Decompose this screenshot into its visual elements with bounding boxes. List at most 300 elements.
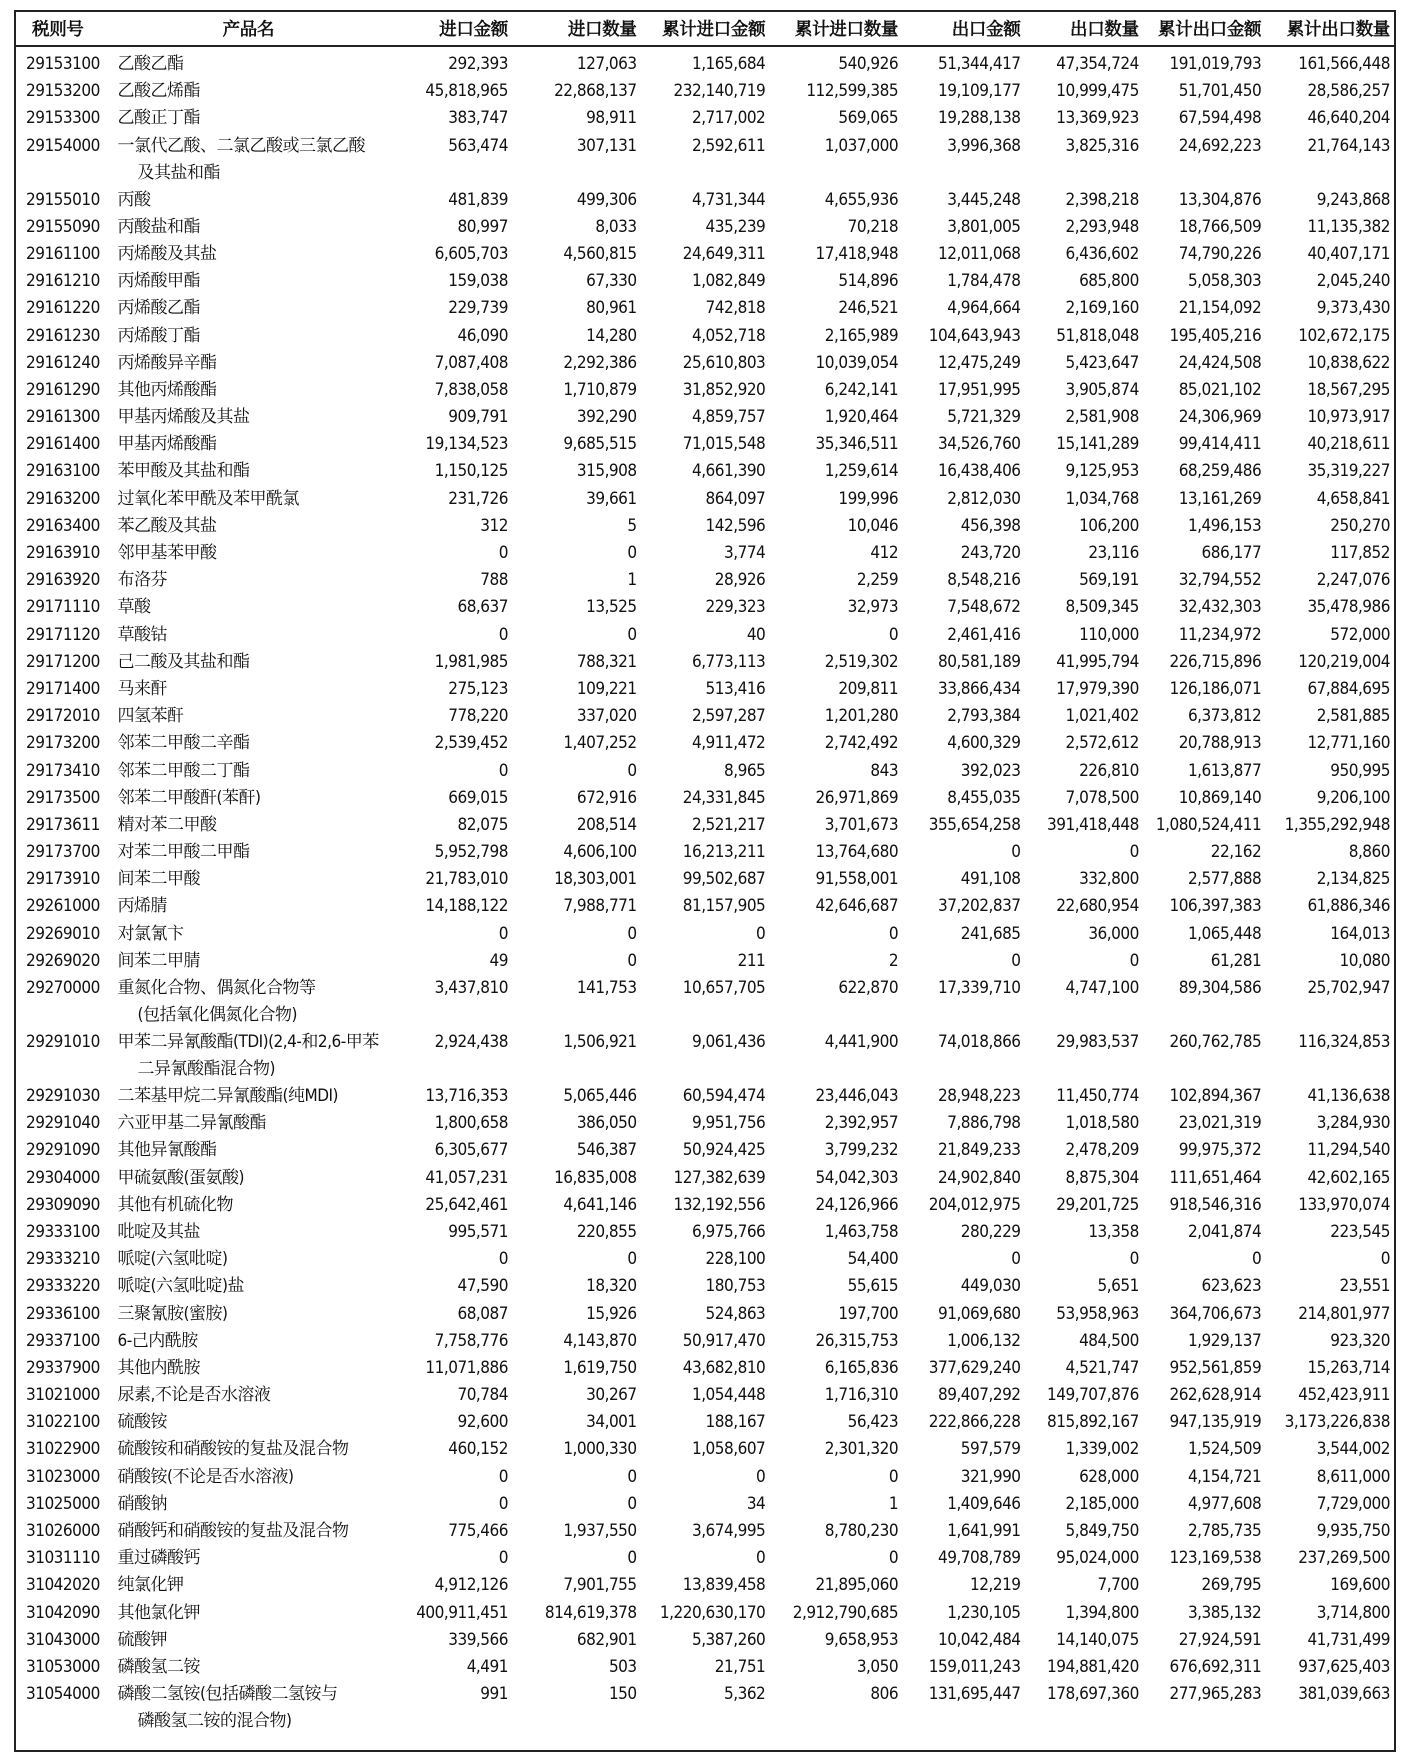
cell-cum-export-value: 23,021,319 [1178, 1113, 1262, 1134]
cell-cum-export-value: 2,785,735 [1187, 1521, 1262, 1541]
cell-product-name [114, 1165, 384, 1192]
cell-cum-import-qty: 1 [888, 1493, 899, 1514]
cell-export-qty: 106,200 [1079, 515, 1139, 536]
cell-cum-export-qty: 9,935,750 [1316, 1521, 1390, 1541]
cell-export-qty: 2,398,218 [1065, 189, 1139, 210]
cell-cum-import-value: 3,674,995 [691, 1521, 766, 1541]
cell-cum-import-value: 2,521,217 [691, 814, 766, 835]
cell-cum-export-value: 13,304,876 [1178, 189, 1262, 210]
cell-cum-export-value: 1,929,137 [1187, 1330, 1262, 1351]
product-name-line: 邻甲基苯甲酸 [117, 543, 217, 563]
cell-cum-export-value: 5,058,303 [1187, 271, 1262, 292]
cell-export-qty: 17,979,390 [1056, 678, 1139, 699]
cell-export-qty: 685,800 [1079, 271, 1139, 292]
cell-product-name [114, 105, 384, 132]
cell-export-qty: 194,881,420 [1047, 1656, 1139, 1677]
cell-cum-export-qty: 102,672,175 [1298, 325, 1390, 346]
table-row [16, 46, 1394, 78]
table-row [16, 676, 1394, 703]
cell-cum-export-qty: 23,551 [1339, 1276, 1390, 1297]
cell-code: 29161230 [26, 325, 100, 346]
cell-import-qty: 5 [627, 515, 637, 536]
cell-cum-export-value: 102,894,367 [1169, 1086, 1262, 1106]
product-name-line: 甲基丙烯酸及其盐 [117, 407, 250, 428]
table-row [16, 404, 1394, 431]
cell-export-value: 243,720 [960, 543, 1021, 563]
cell-import-qty: 80,961 [586, 298, 637, 319]
cell-import-qty: 1,407,252 [563, 733, 637, 754]
cell-export-qty: 23,116 [1088, 543, 1139, 563]
cell-cum-export-qty: 9,243,868 [1316, 189, 1390, 210]
cell-import-qty: 0 [627, 1548, 637, 1569]
cell-product-name [114, 866, 384, 893]
table-row [16, 1328, 1394, 1355]
cell-import-qty: 30,267 [586, 1385, 637, 1406]
cell-import-qty: 0 [627, 760, 637, 781]
cell-cum-export-qty: 7,729,000 [1316, 1493, 1390, 1514]
product-name-line: 哌啶(六氢吡啶)盐 [117, 1276, 244, 1297]
cell-cum-export-qty: 950,995 [1330, 760, 1390, 781]
cell-import-qty: 682,901 [576, 1629, 637, 1650]
cell-cum-export-value: 68,259,486 [1178, 461, 1262, 482]
product-name-continuation: 二异氰酸酯混合物) [137, 1059, 275, 1079]
product-name-line: 过氧化苯甲酰及苯甲酰氯 [117, 488, 300, 509]
cell-export-value: 12,475,249 [937, 352, 1021, 373]
product-name-line: 邻苯二甲酸二丁酯 [117, 760, 250, 781]
cell-export-value: 19,288,138 [937, 108, 1021, 129]
cell-cum-import-qty: 3,701,673 [824, 814, 899, 835]
cell-import-qty: 22,868,137 [554, 81, 637, 102]
cell-export-value: 131,695,447 [928, 1684, 1021, 1705]
table-row [16, 1110, 1394, 1137]
cell-code: 29171110 [26, 597, 100, 618]
product-name-continuation: (包括氧化偶氮化合物) [137, 1005, 297, 1025]
cell-cum-export-value: 2,041,874 [1187, 1221, 1262, 1242]
cell-code: 29336100 [26, 1303, 100, 1324]
cell-export-value: 280,229 [960, 1221, 1021, 1242]
product-name-line: 硫酸铵 [117, 1412, 168, 1433]
table-row [16, 1165, 1394, 1192]
cell-export-qty: 815,892,167 [1047, 1412, 1139, 1433]
cell-export-qty: 332,800 [1079, 869, 1139, 890]
cell-cum-import-value: 6,773,113 [691, 651, 766, 672]
product-name-line: 对苯二甲酸二甲酯 [117, 842, 250, 863]
cell-cum-export-qty: 3,544,002 [1316, 1439, 1390, 1460]
cell-import-qty: 386,050 [576, 1113, 637, 1134]
cell-code: 29163200 [26, 488, 100, 509]
cell-code: 29172010 [26, 706, 100, 727]
cell-import-qty: 8,033 [595, 216, 637, 237]
cell-export-value: 392,023 [960, 760, 1021, 781]
cell-export-qty: 7,700 [1097, 1575, 1139, 1596]
cell-product-name [114, 1572, 384, 1599]
cell-export-value: 204,012,975 [928, 1194, 1021, 1215]
cell-cum-import-qty: 1,201,280 [824, 706, 899, 727]
cell-cum-export-qty: 18,567,295 [1307, 379, 1390, 400]
product-name-line: 丙烯酸丁酯 [117, 325, 201, 346]
cell-cum-import-qty: 2,912,790,685 [792, 1602, 899, 1623]
col-header-import-qty: 进口数量 [512, 12, 641, 46]
cell-code: 29171120 [26, 624, 100, 645]
cell-export-qty: 7,078,500 [1065, 787, 1139, 808]
cell-code: 29261000 [26, 896, 100, 917]
cell-product-name [114, 785, 384, 812]
cell-cum-import-qty: 412 [870, 543, 899, 563]
cell-product-name [114, 431, 384, 458]
cell-export-qty: 13,358 [1088, 1221, 1139, 1242]
cell-product-name [114, 839, 384, 866]
cell-export-value: 24,902,840 [937, 1167, 1021, 1188]
table-row [16, 1355, 1394, 1382]
cell-export-value: 28,948,223 [937, 1086, 1021, 1106]
col-header-export-qty: 出口数量 [1025, 12, 1143, 46]
cell-import-value: 0 [498, 624, 508, 645]
cell-import-value: 991 [480, 1684, 508, 1705]
cell-cum-export-value: 32,432,303 [1178, 597, 1262, 618]
cell-cum-export-qty: 4,658,841 [1316, 488, 1390, 509]
table-row [16, 133, 1394, 187]
product-name-line: 乙酸乙烯酯 [117, 81, 201, 102]
product-name-line: 丙酸盐和酯 [117, 216, 201, 237]
cell-import-qty: 0 [627, 1249, 637, 1270]
cell-cum-export-value: 51,701,450 [1178, 81, 1262, 102]
product-name-line: 其他氯化钾 [117, 1602, 201, 1623]
cell-product-name [114, 921, 384, 948]
cell-import-qty: 16,835,008 [554, 1167, 637, 1188]
cell-cum-export-value: 686,177 [1201, 543, 1262, 563]
cell-cum-import-value: 742,818 [705, 298, 766, 319]
cell-import-qty: 208,514 [576, 814, 637, 835]
cell-export-qty: 3,905,874 [1065, 379, 1139, 400]
product-name-line: 其他有机硫化物 [117, 1194, 234, 1215]
cell-code: 29173611 [26, 814, 100, 835]
cell-export-qty: 4,747,100 [1065, 978, 1139, 998]
cell-code: 29291040 [26, 1113, 100, 1134]
cell-import-qty: 39,661 [586, 488, 637, 509]
cell-product-name [114, 893, 384, 920]
cell-cum-export-qty: 0 [1380, 1249, 1390, 1270]
cell-cum-import-value: 1,054,448 [691, 1385, 766, 1406]
cell-export-qty: 13,369,923 [1056, 108, 1139, 129]
cell-import-value: 909,791 [448, 407, 508, 428]
cell-export-qty: 5,423,647 [1065, 352, 1139, 373]
cell-import-qty: 788,321 [576, 651, 637, 672]
cell-code: 29163100 [26, 461, 100, 482]
table-row [16, 187, 1394, 214]
cell-code: 29269020 [26, 950, 100, 971]
cell-cum-export-qty: 133,970,074 [1298, 1194, 1390, 1215]
cell-export-value: 0 [1011, 1249, 1021, 1270]
cell-export-value: 33,866,434 [937, 678, 1021, 699]
cell-cum-export-qty: 11,294,540 [1307, 1140, 1390, 1161]
cell-import-qty: 5,065,446 [563, 1086, 637, 1106]
product-name-line: 草酸 [117, 597, 151, 618]
table-row [16, 295, 1394, 322]
cell-product-name [114, 350, 384, 377]
cell-code: 31022100 [26, 1412, 100, 1433]
cell-cum-export-qty: 40,218,611 [1307, 434, 1390, 455]
cell-product-name [114, 1029, 384, 1083]
cell-export-qty: 51,818,048 [1056, 325, 1139, 346]
cell-export-value: 5,721,329 [947, 407, 1021, 428]
cell-code: 29161220 [26, 298, 100, 319]
cell-cum-export-value: 1,080,524,411 [1155, 814, 1262, 835]
cell-code: 31042020 [26, 1575, 100, 1596]
cell-export-qty: 8,875,304 [1065, 1167, 1139, 1188]
cell-cum-export-value: 123,169,538 [1169, 1548, 1262, 1569]
cell-import-qty: 0 [627, 624, 637, 645]
cell-import-qty: 2,292,386 [563, 352, 637, 373]
product-name-line: 硝酸铵(不论是否水溶液) [117, 1466, 294, 1487]
cell-code: 29153300 [26, 108, 100, 129]
table-row [16, 1029, 1394, 1083]
col-header-export-value: 出口金额 [902, 12, 1024, 46]
cell-export-value: 49,708,789 [937, 1548, 1021, 1569]
cell-cum-export-qty: 15,263,714 [1307, 1357, 1390, 1378]
cell-cum-export-value: 21,154,092 [1178, 298, 1262, 319]
cell-import-qty: 4,143,870 [563, 1330, 637, 1351]
cell-cum-import-qty: 540,926 [838, 54, 899, 74]
cell-cum-export-qty: 41,136,638 [1307, 1086, 1390, 1106]
cell-import-qty: 34,001 [586, 1412, 637, 1433]
cell-export-value: 104,643,943 [928, 325, 1021, 346]
cell-cum-export-qty: 28,586,257 [1307, 81, 1390, 102]
cell-import-qty: 1,619,750 [563, 1357, 637, 1378]
cell-code: 31053000 [26, 1656, 100, 1677]
cell-code: 29163910 [26, 543, 100, 563]
cell-import-value: 14,188,122 [425, 896, 508, 917]
table-row [16, 594, 1394, 621]
cell-import-value: 0 [498, 1466, 508, 1487]
product-name-line: 邻苯二甲酸酐(苯酐) [117, 787, 261, 808]
cell-code: 29155010 [26, 189, 100, 210]
cell-cum-export-qty: 41,731,499 [1307, 1629, 1390, 1650]
cell-cum-export-value: 74,790,226 [1178, 243, 1262, 264]
cell-export-qty: 8,509,345 [1065, 597, 1139, 618]
cell-cum-export-value: 99,975,372 [1178, 1140, 1262, 1161]
cell-product-name [114, 540, 384, 567]
cell-cum-export-qty: 21,764,143 [1307, 135, 1390, 156]
cell-export-value: 3,996,368 [947, 135, 1021, 156]
cell-export-value: 355,654,258 [928, 814, 1021, 835]
table-row [16, 730, 1394, 757]
cell-cum-export-value: 111,651,464 [1169, 1167, 1262, 1188]
cell-cum-import-qty: 3,799,232 [824, 1140, 899, 1161]
cell-export-value: 21,849,233 [937, 1140, 1021, 1161]
cell-import-qty: 15,926 [586, 1303, 637, 1324]
cell-cum-export-qty: 9,206,100 [1316, 787, 1390, 808]
cell-cum-import-value: 5,362 [724, 1684, 766, 1705]
table-row [16, 540, 1394, 567]
cell-cum-export-qty: 3,714,800 [1316, 1602, 1390, 1623]
product-name-line: 吡啶及其盐 [117, 1221, 201, 1242]
cell-cum-import-qty: 569,065 [838, 108, 899, 129]
cell-import-qty: 14,280 [586, 325, 637, 346]
product-name-line: 马来酐 [117, 678, 168, 699]
cell-cum-import-qty: 199,996 [838, 488, 899, 509]
cell-import-qty: 220,855 [576, 1221, 637, 1242]
cell-export-qty: 226,810 [1079, 760, 1139, 781]
cell-import-qty: 0 [627, 543, 637, 563]
cell-cum-import-qty: 2,742,492 [824, 733, 899, 754]
cell-import-value: 80,997 [457, 216, 508, 237]
product-name-line: 其他异氰酸酯 [117, 1140, 217, 1161]
cell-product-name [114, 377, 384, 404]
cell-product-name [114, 1681, 384, 1735]
cell-cum-import-value: 16,213,211 [682, 842, 766, 863]
cell-cum-import-value: 40 [746, 624, 766, 645]
cell-import-value: 70,784 [457, 1385, 508, 1406]
cell-import-qty: 0 [627, 923, 637, 944]
cell-import-qty: 1,000,330 [563, 1439, 637, 1460]
cell-product-name [114, 975, 384, 1029]
cell-cum-export-value: 2,577,888 [1187, 869, 1262, 890]
cell-import-value: 312 [480, 515, 508, 536]
cell-code: 29173700 [26, 842, 100, 863]
cell-cum-import-qty: 54,400 [847, 1249, 899, 1270]
cell-code: 31022900 [26, 1439, 100, 1460]
product-name-line: 硫酸铵和硝酸铵的复盐及混合物 [117, 1439, 349, 1460]
cell-code: 29163920 [26, 570, 100, 591]
cell-product-name [114, 486, 384, 513]
table-row [16, 241, 1394, 268]
cell-export-qty: 2,572,612 [1065, 733, 1139, 754]
product-name-line: 精对苯二甲酸 [117, 814, 217, 835]
cell-export-value: 51,344,417 [937, 54, 1021, 74]
cell-import-value: 0 [498, 760, 508, 781]
product-name-line: 丙烯酸异辛酯 [117, 352, 217, 373]
table-row [16, 486, 1394, 513]
cell-code: 29161100 [26, 243, 100, 264]
cell-cum-export-value: 4,977,608 [1187, 1493, 1262, 1514]
cell-cum-import-qty: 91,558,001 [815, 869, 899, 890]
cell-import-value: 47,590 [457, 1276, 508, 1297]
cell-export-value: 456,398 [960, 515, 1021, 536]
product-name-line: 哌啶(六氢吡啶) [117, 1249, 228, 1270]
cell-cum-import-value: 229,323 [705, 597, 766, 618]
table-row [16, 268, 1394, 295]
table-row [16, 1246, 1394, 1273]
table-row [16, 975, 1394, 1029]
cell-import-qty: 4,606,100 [563, 842, 637, 863]
cell-export-qty: 2,169,160 [1065, 298, 1139, 319]
cell-export-value: 74,018,866 [937, 1032, 1021, 1052]
cell-cum-import-qty: 1,716,310 [824, 1385, 899, 1406]
cell-cum-import-qty: 1,037,000 [824, 135, 899, 156]
cell-import-value: 2,539,452 [434, 733, 508, 754]
cell-import-qty: 1,937,550 [563, 1521, 637, 1541]
cell-product-name [114, 594, 384, 621]
table-row [16, 649, 1394, 676]
cell-cum-import-value: 24,649,311 [682, 243, 766, 264]
table-row [16, 1409, 1394, 1436]
cell-product-name [114, 295, 384, 322]
product-name-line: 三聚氰胺(蜜胺) [117, 1303, 228, 1324]
cell-export-qty: 10,999,475 [1056, 81, 1139, 102]
cell-cum-export-value: 277,965,283 [1169, 1684, 1262, 1705]
cell-import-qty: 315,908 [576, 461, 637, 482]
cell-cum-import-qty: 246,521 [838, 298, 899, 319]
cell-cum-import-qty: 112,599,385 [806, 81, 899, 102]
product-name-line: 其他内酰胺 [117, 1357, 201, 1378]
cell-product-name [114, 1654, 384, 1681]
cell-cum-import-qty: 2,165,989 [824, 325, 899, 346]
cell-export-qty: 53,958,963 [1056, 1303, 1139, 1324]
cell-cum-export-qty: 117,852 [1330, 543, 1390, 563]
cell-cum-import-value: 180,753 [705, 1276, 766, 1297]
cell-import-value: 21,783,010 [425, 869, 508, 890]
cell-export-qty: 15,141,289 [1056, 434, 1139, 455]
cell-cum-export-qty: 67,884,695 [1307, 678, 1390, 699]
cell-import-qty: 150 [608, 1684, 637, 1705]
cell-cum-import-value: 4,052,718 [691, 325, 766, 346]
cell-cum-export-value: 106,397,383 [1169, 896, 1262, 917]
cell-code: 29161240 [26, 352, 100, 373]
cell-code: 29291090 [26, 1140, 100, 1161]
cell-cum-export-qty: 2,247,076 [1316, 570, 1390, 591]
table-body [16, 46, 1394, 1735]
cell-import-value: 0 [498, 1548, 508, 1569]
cell-cum-export-qty: 3,173,226,838 [1284, 1412, 1390, 1433]
cell-export-qty: 0 [1129, 950, 1139, 971]
cell-export-qty: 5,849,750 [1065, 1521, 1139, 1541]
cell-export-value: 2,461,416 [947, 624, 1021, 645]
cell-import-value: 339,566 [448, 1629, 508, 1650]
cell-import-value: 231,726 [448, 488, 508, 509]
cell-cum-import-qty: 197,700 [838, 1303, 899, 1324]
cell-code: 29291010 [26, 1032, 100, 1052]
col-header-cum-export-value: 累计出口金额 [1143, 12, 1265, 46]
cell-cum-import-qty: 6,165,836 [824, 1357, 899, 1378]
product-name-line: 甲基丙烯酸酯 [117, 434, 217, 455]
cell-cum-import-value: 142,596 [705, 515, 766, 536]
cell-product-name [114, 1137, 384, 1164]
table-row [16, 1137, 1394, 1164]
cell-export-value: 491,108 [960, 869, 1021, 890]
cell-export-value: 17,951,995 [937, 379, 1021, 400]
cell-cum-export-value: 1,613,877 [1187, 760, 1262, 781]
cell-import-qty: 4,641,146 [563, 1194, 637, 1215]
cell-export-qty: 41,995,794 [1056, 651, 1139, 672]
product-name-line: 丙烯酸及其盐 [117, 243, 217, 264]
cell-product-name [114, 187, 384, 214]
cell-cum-export-qty: 937,625,403 [1298, 1656, 1390, 1677]
cell-import-value: 1,150,125 [434, 461, 508, 482]
cell-cum-import-value: 71,015,548 [682, 434, 766, 455]
cell-export-value: 4,964,664 [947, 298, 1021, 319]
cell-code: 29161210 [26, 271, 100, 292]
cell-export-qty: 11,450,774 [1056, 1086, 1139, 1106]
cell-cum-import-value: 21,751 [714, 1656, 766, 1677]
table-row [16, 78, 1394, 105]
cell-cum-import-qty: 0 [888, 624, 899, 645]
table-row [16, 377, 1394, 404]
cell-cum-export-value: 89,304,586 [1178, 978, 1262, 998]
cell-import-value: 6,605,703 [434, 243, 508, 264]
cell-product-name [114, 1545, 384, 1572]
product-name-line: 硝酸钙和硝酸铵的复盐及混合物 [117, 1521, 349, 1541]
cell-import-value: 669,015 [448, 787, 508, 808]
cell-import-value: 1,981,985 [434, 651, 508, 672]
cell-product-name [114, 513, 384, 540]
cell-code: 29161290 [26, 379, 100, 400]
cell-export-qty: 6,436,602 [1065, 243, 1139, 264]
product-name-line: 邻苯二甲酸二辛酯 [117, 733, 250, 754]
cell-import-value: 563,474 [448, 135, 508, 156]
cell-cum-export-qty: 25,702,947 [1307, 978, 1390, 998]
cell-cum-import-value: 9,061,436 [691, 1032, 766, 1052]
cell-cum-import-value: 8,965 [724, 760, 766, 781]
